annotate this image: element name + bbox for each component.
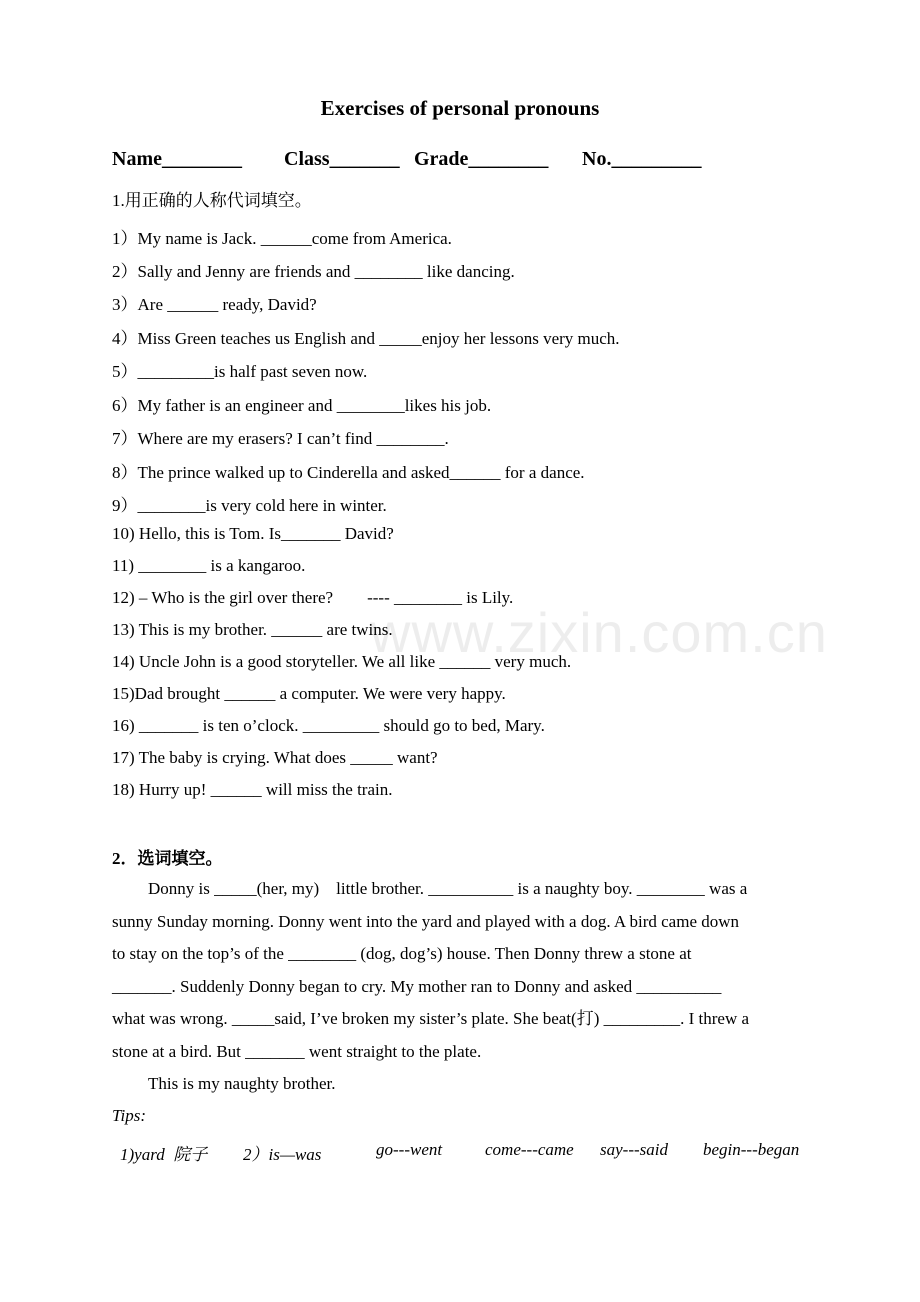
name-field: Name________ [112,148,242,170]
tip-item: 1)yard 院子 [120,1145,208,1164]
tip-item: come---came [485,1140,574,1159]
exercise-item: 4）Miss Green teaches us English and _____enjoy her lessons very much. [112,329,620,348]
section2-heading: 2．选词填空。 [112,849,223,868]
section1-heading: 1.用正确的人称代词填空。 [112,191,312,210]
exercise-item: 9）________is very cold here in winter. [112,496,387,515]
exercise-item: 8）The prince walked up to Cinderella and asked______ for a dance. [112,463,585,482]
tip-item: say---said [600,1140,668,1159]
tip-item: begin---began [703,1140,800,1159]
exercise-item: 17) The baby is crying. What does _____ want? [112,748,438,767]
exercise-item: 15)Dad brought ______ a computer. We were very happy. [112,684,506,703]
tips-label: Tips: [112,1106,147,1125]
exercise-item: 11) ________ is a kangaroo. [112,556,306,575]
exercise-item: 5）_________is half past seven now. [112,362,368,381]
watermark: www.zixin.com.cn [370,601,828,664]
closing-sentence: This is my naughty brother. [148,1074,336,1093]
exercise-item: 2）Sally and Jenny are friends and ________ like dancing. [112,262,515,281]
exercise-item: 1）My name is Jack. ______come from America. [112,229,452,248]
grade-field: Grade________ [414,148,549,170]
class-field: Class_______ [284,148,400,170]
exercise-item: 14) Uncle John is a good storyteller. We all like ______ very much. [112,652,572,671]
page-title: Exercises of personal pronouns [320,96,600,120]
exercise-item: 16) _______ is ten o’clock. _________ should go to bed, Mary. [112,716,545,735]
story-line: sunny Sunday morning. Donny went into the yard and played with a dog. A bird came down [112,911,740,931]
story-line: to stay on the top’s of the ________ (dog, dog’s) house. Then Donny threw a stone at [112,944,692,963]
exercise-item: 7）Where are my erasers? I can’t find ________. [112,429,449,448]
story-line: Donny is _____(her, my) little brother. __________ is a naughty boy. ________ was a [148,879,748,898]
story-line: stone at a bird. But _______ went straight to the plate. [112,1041,482,1061]
exercise-item: 18) Hurry up! ______ will miss the train. [112,780,393,799]
story-line: _______. Suddenly Donny began to cry. My mother ran to Donny and asked __________ [112,976,722,996]
exercise-item: 10) Hello, this is Tom. Is_______ David? [112,524,394,543]
tip-item: go---went [376,1140,443,1159]
exercise-item: 6）My father is an engineer and ________likes his job. [112,396,492,415]
story-paragraph [112,873,809,1068]
student-info-row [112,148,812,176]
exercise-item: 3）Are ______ ready, David? [112,295,317,314]
story-line: what was wrong. _____said, I’ve broken my sister’s plate. She beat(打) _________. I threw a [112,1009,750,1028]
exercise-item: 13) This is my brother. ______ are twins. [112,620,393,639]
exercise-item: 12) – Who is the girl over there? ---- ________ is Lily. [112,588,514,607]
tip-item: 2）is—was [243,1145,322,1164]
number-field: No._________ [582,148,702,170]
